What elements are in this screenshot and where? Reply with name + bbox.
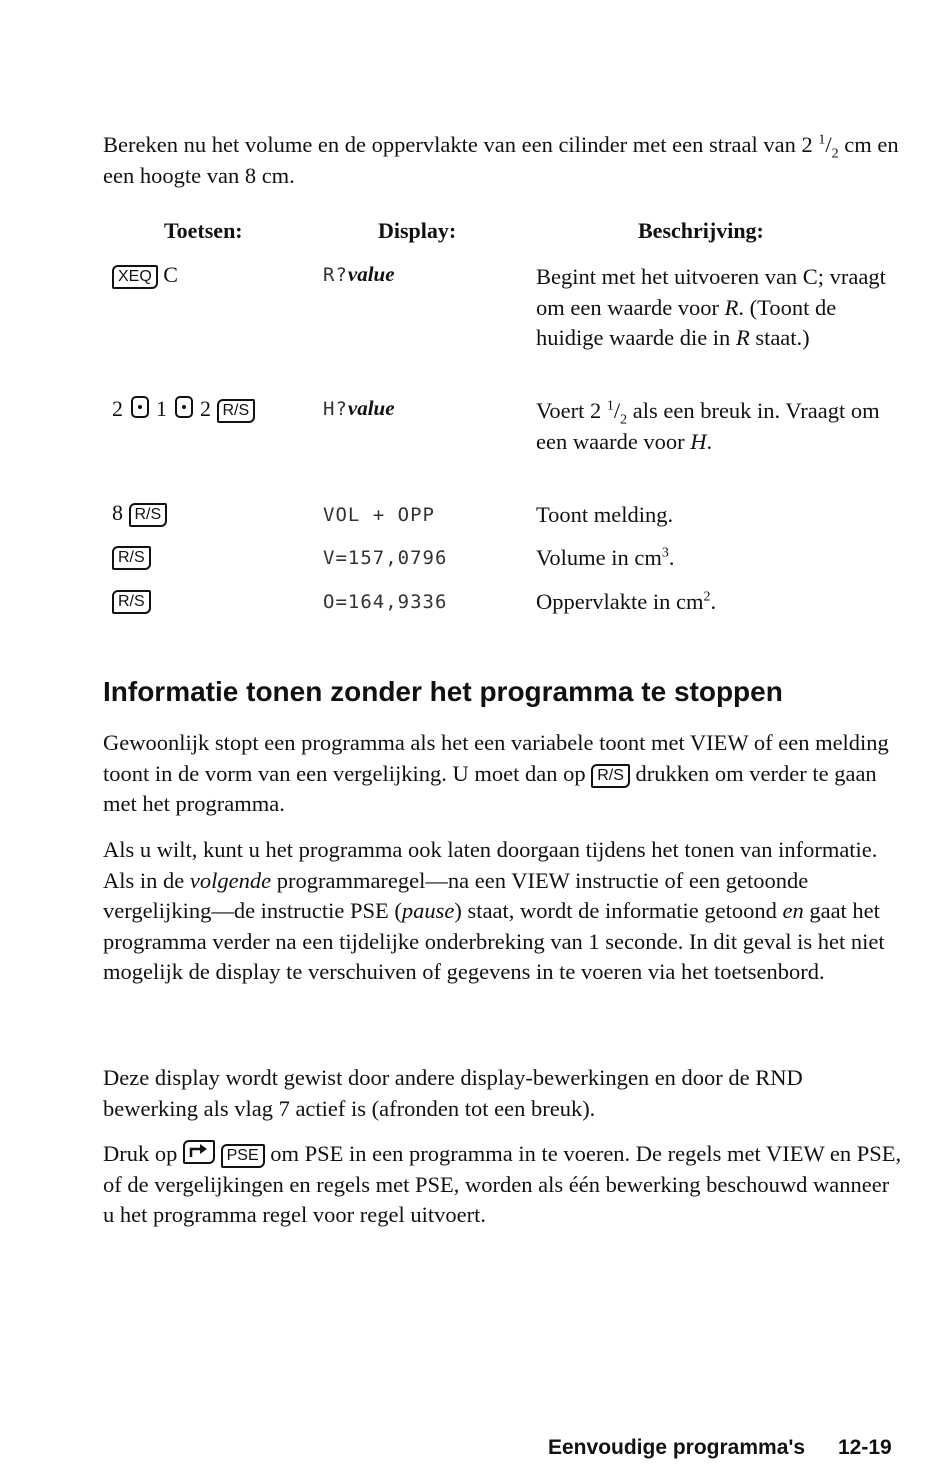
- header-display: Display:: [378, 218, 457, 243]
- desc-text: .: [710, 589, 717, 614]
- desc-var: R: [735, 325, 750, 350]
- row-description: [536, 396, 896, 457]
- run-stop-key: R/S: [112, 590, 151, 614]
- fraction-denominator: 2: [620, 412, 628, 428]
- emphasis: en: [782, 898, 804, 923]
- pse-key: PSE: [221, 1144, 265, 1168]
- row-description: Toont melding.: [536, 502, 674, 527]
- row-keys: [112, 543, 151, 570]
- para-text: Als u wilt, kunt u het programma ook laten doorgaan tijdens het tonen van informatie. Als in de: [103, 837, 878, 893]
- intro-text: Bereken nu het volume en de oppervlakte van een cilinder met een straal van 2: [103, 132, 819, 157]
- header-description: Beschrijving:: [638, 218, 764, 243]
- row-description: [536, 262, 896, 354]
- exponent: 3: [661, 545, 669, 561]
- row-display: [323, 502, 435, 527]
- row-display: [323, 262, 395, 287]
- fraction-slash: /: [613, 398, 621, 423]
- desc-text: .: [668, 545, 675, 570]
- key-suffix: C: [157, 262, 178, 287]
- desc-text: Voert 2: [536, 398, 607, 423]
- section-heading: Informatie tonen zonder het programma te stoppen: [103, 676, 783, 707]
- row-display: [323, 589, 447, 614]
- para-text: Gewoonlijk stopt een programma als het een variabele toont met VIEW of een melding toont in de vorm van een vergelijking. U moet dan op: [103, 730, 889, 786]
- display-value: value: [347, 262, 395, 286]
- row-keys: [112, 396, 255, 423]
- exponent: 2: [703, 589, 711, 605]
- digit-key: 2: [112, 396, 123, 421]
- row-keys: [112, 500, 167, 527]
- fraction-denominator: 2: [831, 146, 839, 162]
- display-result: V=157,0796: [323, 547, 448, 569]
- row-display: [323, 545, 447, 570]
- para-text: om PSE in een programma in te voeren. De regels met VIEW en PSE, of de vergelijkingen en regels met PSE, worden als één bewerking beschouwd wanneer u het programma regel voor regel uitvoert.: [103, 1141, 902, 1227]
- intro-paragraph: [103, 130, 903, 191]
- paragraph: [103, 835, 903, 988]
- fraction-slash: /: [825, 132, 832, 157]
- desc-text: .: [706, 428, 713, 454]
- run-stop-key: R/S: [129, 503, 168, 527]
- xeq-key: XEQ: [112, 265, 158, 289]
- para-text: programmaregel—na een VIEW instructie of een getoonde vergelijking—de instructie PSE (: [103, 867, 809, 923]
- display-message: VOL + OPP: [323, 504, 435, 526]
- display-prefix: R?: [323, 264, 348, 286]
- emphasis: pause: [401, 898, 455, 923]
- desc-text: Begint met het uitvoeren van C; vraagt om een waarde voor: [536, 264, 886, 320]
- decimal-point-key-icon: [131, 396, 149, 418]
- run-stop-key: R/S: [591, 764, 630, 788]
- row-description: [536, 587, 896, 618]
- desc-var: R: [724, 294, 739, 320]
- intro-text-end: cm en een hoogte van 8 cm.: [103, 132, 899, 188]
- desc-text: Volume in cm: [536, 545, 662, 570]
- desc-text: . (Toont de huidige waarde die in: [536, 294, 837, 350]
- digit-key: 8: [112, 500, 123, 525]
- decimal-point-key-icon: [175, 396, 193, 418]
- emphasis: volgende: [189, 867, 272, 893]
- run-stop-key: R/S: [217, 399, 256, 423]
- paragraph: Deze display wordt gewist door andere display-bewerkingen en door de RND bewerking als vlag 7 actief is (afronden tot een breuk).: [103, 1065, 803, 1121]
- digit-key: 2: [200, 396, 211, 421]
- row-keys: [112, 587, 151, 614]
- row-display: [323, 396, 395, 421]
- paragraph: [103, 1139, 903, 1231]
- page-number: 12-19: [838, 1436, 892, 1459]
- para-text: drukken om verder te gaan met het programma.: [103, 760, 877, 816]
- fraction-numerator: 1: [818, 132, 826, 148]
- row-keys: [112, 262, 178, 289]
- display-prefix: H?: [323, 398, 348, 420]
- footer-title: Eenvoudige programma's: [548, 1436, 806, 1459]
- fraction-numerator: 1: [606, 398, 614, 414]
- desc-text: staat.): [749, 325, 810, 350]
- right-shift-key-icon: [183, 1140, 215, 1164]
- display-result: O=164,9336: [323, 591, 448, 613]
- paragraph: [103, 728, 903, 820]
- display-value: value: [347, 396, 395, 420]
- row-description: [536, 543, 896, 574]
- run-stop-key: R/S: [112, 546, 151, 570]
- digit-key: 1: [156, 396, 167, 421]
- desc-text: Oppervlakte in cm: [536, 589, 704, 614]
- desc-text: als een breuk in. Vraagt om een waarde voor: [536, 398, 880, 454]
- para-text: gaat het programma verder na een tijdelijke onderbreking van 1 seconde. In dit geval is het niet mogelijk de display te verschuiven of gegevens in te voeren via het toetsenbord.: [103, 898, 885, 984]
- para-text: Druk op: [103, 1141, 183, 1166]
- desc-var: H: [690, 428, 707, 454]
- header-keys: Toetsen:: [164, 218, 243, 243]
- para-text: ) staat, wordt de informatie getoond: [454, 898, 783, 923]
